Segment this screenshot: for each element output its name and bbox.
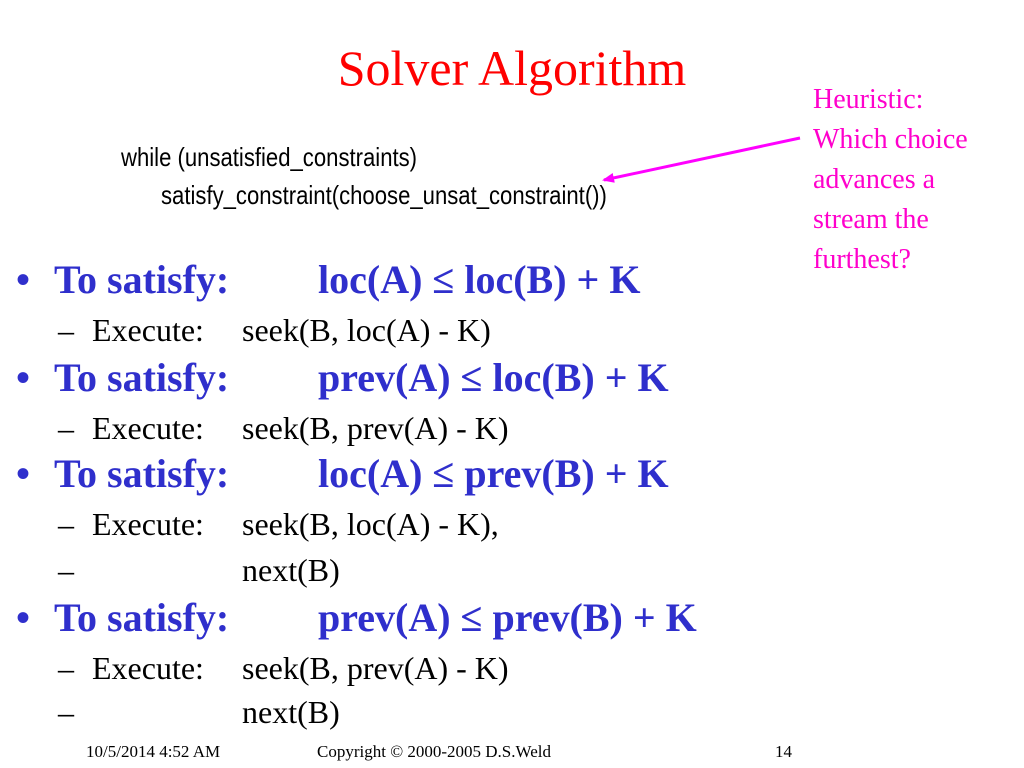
sub-text: seek(B, loc(A) - K) bbox=[242, 312, 491, 348]
sub-label: Execute: bbox=[92, 506, 204, 542]
sub-dash: – bbox=[58, 410, 74, 446]
bullet-lead: To satisfy: bbox=[54, 451, 230, 496]
bullet-dot: • bbox=[16, 451, 31, 496]
bullet-lead: To satisfy: bbox=[54, 355, 230, 400]
sub-dash: – bbox=[58, 552, 74, 588]
sub-text: next(B) bbox=[242, 552, 340, 588]
slide-title: Solver Algorithm bbox=[337, 40, 687, 96]
bullet-expression: loc(A) ≤ prev(B) + K bbox=[318, 451, 669, 496]
sub-label: Execute: bbox=[92, 312, 204, 348]
sub-text: seek(B, loc(A) - K), bbox=[242, 506, 499, 542]
bullet-lead: To satisfy: bbox=[54, 257, 230, 302]
note-line: furthest? bbox=[813, 244, 911, 275]
code-line-while: while (unsatisfied_constraints) bbox=[121, 142, 418, 172]
bullet-expression: prev(A) ≤ loc(B) + K bbox=[318, 355, 669, 400]
bullet-expression: prev(A) ≤ prev(B) + K bbox=[318, 595, 697, 640]
note-line: stream the bbox=[813, 204, 929, 235]
arrow-line bbox=[604, 138, 800, 180]
note-line: Which choice bbox=[813, 124, 968, 155]
sub-label: Execute: bbox=[92, 410, 204, 446]
heuristic-note bbox=[813, 80, 968, 280]
sub-dash: – bbox=[58, 312, 74, 348]
bullet-dot: • bbox=[16, 355, 31, 400]
footer-page-number: 14 bbox=[775, 742, 792, 761]
code-line-satisfy: satisfy_constraint(choose_unsat_constraint()) bbox=[161, 180, 607, 210]
sub-dash: – bbox=[58, 650, 74, 686]
sub-text: next(B) bbox=[242, 694, 340, 730]
note-line: Heuristic: bbox=[813, 84, 924, 115]
bullet-lead: To satisfy: bbox=[54, 595, 230, 640]
sub-text: seek(B, prev(A) - K) bbox=[242, 410, 509, 446]
sub-dash: – bbox=[58, 506, 74, 542]
sub-label: Execute: bbox=[92, 650, 204, 686]
note-line: advances a bbox=[813, 164, 936, 195]
bullet-dot: • bbox=[16, 595, 31, 640]
sub-text: seek(B, prev(A) - K) bbox=[242, 650, 509, 686]
bullet-dot: • bbox=[16, 257, 31, 302]
footer-date: 10/5/2014 4:52 AM bbox=[86, 742, 221, 761]
footer-copyright: Copyright © 2000-2005 D.S.Weld bbox=[317, 742, 551, 761]
sub-dash: – bbox=[58, 694, 74, 730]
bullet-expression: loc(A) ≤ loc(B) + K bbox=[318, 257, 641, 302]
